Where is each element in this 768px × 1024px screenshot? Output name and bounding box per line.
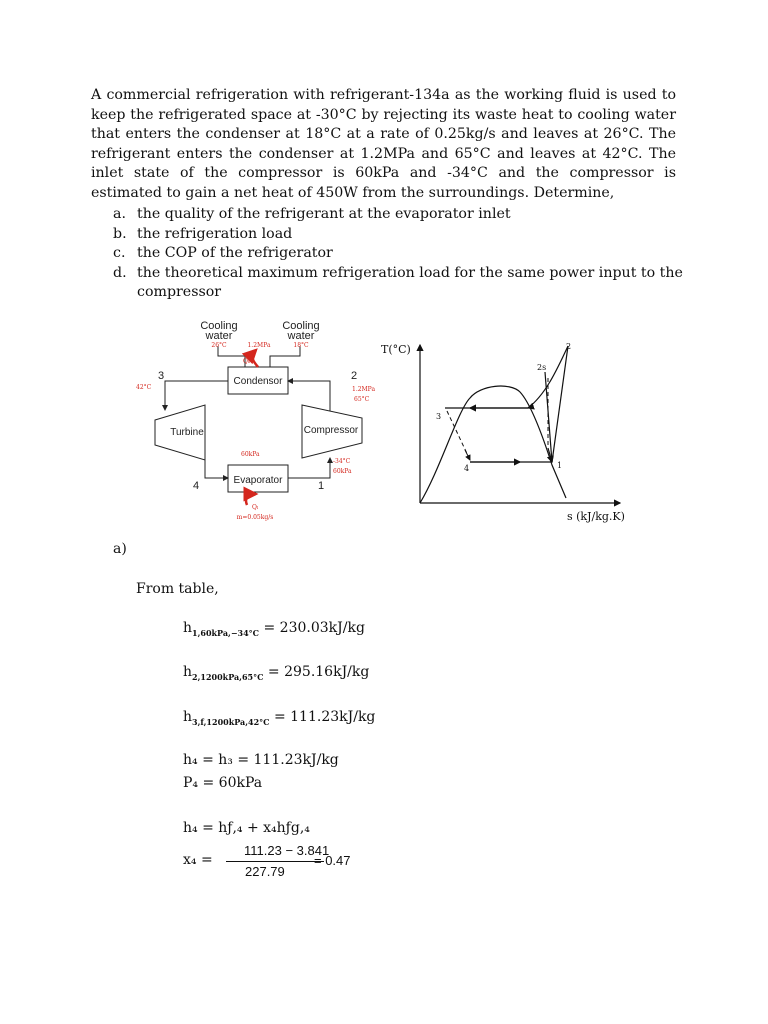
evap-pressure-label: 60kPa [241, 451, 260, 458]
question-parts [113, 205, 683, 303]
part-a [113, 205, 683, 225]
x4-lhs: x₄ = [183, 852, 213, 868]
cycle-diagram [125, 315, 385, 525]
compressor-label: Compressor [303, 425, 359, 436]
right-pressure-label: 1.2MPa [352, 386, 376, 393]
x4-numerator: 111.23 − 3.841 [244, 843, 330, 858]
part-text: the COP of the refrigerator [137, 245, 333, 262]
turbine-label: Turbine [170, 427, 204, 438]
cooling-water-left-label: Cooling [200, 320, 238, 332]
temp-18-label: 18°C [293, 342, 309, 349]
h1-symbol: h [183, 620, 193, 636]
solution-part-a-heading: a) [113, 541, 127, 557]
part-label: a. [113, 206, 126, 222]
state-1-label: 1 [317, 480, 325, 492]
t-axis-label: T(°C) [381, 343, 411, 356]
x4-result: = 0.47 [314, 853, 351, 868]
state-2-label: 2 [350, 370, 358, 382]
point-2-label: 2 [566, 342, 572, 351]
problem-statement [91, 86, 676, 204]
inlet-pressure-label: 60kPa [333, 468, 352, 475]
point-4-label: 4 [464, 464, 470, 473]
part-text: the quality of the refrigerant at the evaporator inlet [137, 206, 511, 222]
cooling-water-right-label2: water [287, 330, 315, 342]
fraction-bar [226, 861, 324, 862]
h3-equation [183, 709, 375, 727]
h2-equation [183, 664, 369, 682]
h4-formula: h₄ = hƒ,₄ + x₄hƒg,₄ [183, 820, 310, 836]
process-2-3 [445, 346, 568, 408]
mass-flow-label: m=0.05kg/s [236, 514, 274, 521]
point-2s-label: 2s [537, 363, 547, 372]
h2-value: = 295.16kJ/kg [267, 664, 370, 680]
part-label: b. [113, 225, 127, 242]
part-text: the refrigeration load [137, 225, 293, 242]
part-d [113, 264, 683, 303]
h1-equation [183, 620, 365, 638]
part-text: the theoretical maximum refrigeration load for the same power input to the compressor [137, 264, 683, 301]
temp-42-label: 42°C [136, 384, 152, 391]
part-c [113, 244, 683, 264]
cooling-water-right-label: Cooling [282, 320, 320, 332]
h2-subscript: 2,1200kPa,65°C [192, 671, 264, 682]
s-axis-label: s (kJ/kg.K) [567, 510, 625, 523]
part-label: d. [113, 264, 127, 281]
part-label: c. [113, 245, 126, 262]
ql-label: Qₗ [252, 504, 259, 511]
h1-subscript: 1,60kPa,−34°C [192, 627, 260, 638]
h2-symbol: h [183, 664, 193, 680]
evaporator-label: Evaporator [233, 475, 283, 486]
temp-26-label: 26°C [211, 342, 227, 349]
h3-subscript: 3,f,1200kPa,42°C [192, 716, 270, 727]
pressure-top-label: 1.2MPa [247, 342, 271, 349]
right-temp-label: 65°C [354, 396, 370, 403]
h3-value: = 111.23kJ/kg [273, 709, 376, 725]
problem-text: A commercial refrigeration with refrigerant-134a as the working fluid is used to keep the refrigerated space at -30°C by rejecting its waste heat to cooling water that enters the condenser at 18°C at a rate of 0.25kg/s and leaves at 26°C. The refrigerant enters the condenser at 1.2MPa and 65°C and leaves at 42°C. The inlet state of the compressor is 60kPa and -34°C and the compressor is estimated to gain a net heat of 450W from the surroundings. Determine, [91, 87, 676, 201]
part-b [113, 225, 683, 245]
h3-symbol: h [183, 709, 193, 725]
saturation-dome [420, 386, 566, 503]
h1-value: = 230.03kJ/kg [263, 620, 365, 636]
inlet-temp-label: -34°C [333, 458, 351, 465]
from-table-text: From table, [136, 581, 219, 597]
point-1-label: 1 [557, 461, 563, 470]
ts-diagram [380, 335, 640, 525]
h4-equals-h3: h₄ = h₃ = 111.23kJ/kg [183, 752, 339, 768]
p4-equation: P₄ = 60kPa [183, 775, 263, 791]
x4-denominator: 227.79 [245, 864, 285, 879]
qh-label: Qₕ [243, 358, 251, 365]
condenser-label: Condensor [233, 376, 283, 387]
point-3-label: 3 [436, 412, 442, 421]
state-4-label: 4 [192, 480, 200, 492]
cooling-water-left-label2: water [205, 330, 233, 342]
state-3-label: 3 [157, 370, 165, 382]
